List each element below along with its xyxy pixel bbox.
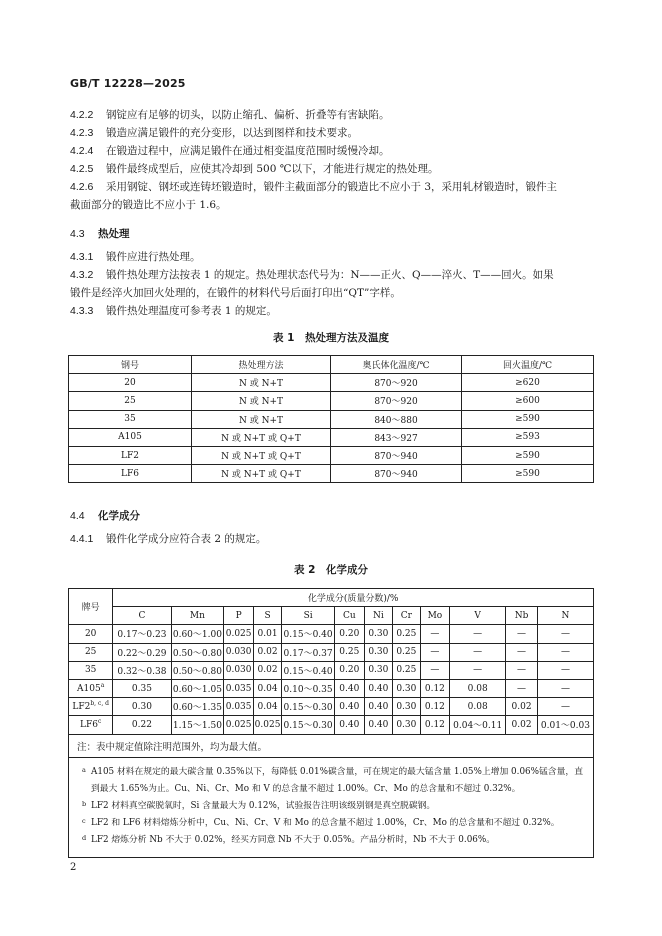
cell-steel-grade: 20 (69, 374, 192, 392)
table-row (69, 465, 594, 483)
cell-element-value: 0.20 (335, 625, 365, 643)
footnote-marker: a (100, 681, 105, 689)
column-header-element: S (253, 607, 281, 625)
grade-label: 20 (84, 628, 97, 639)
cell-element-value: 0.15～0.30 (282, 698, 335, 716)
clause-4-4-1 (70, 530, 600, 548)
page-number: 2 (70, 862, 77, 873)
cell-element-value: 0.08 (450, 698, 506, 716)
cell-element-value: 0.025 (253, 716, 281, 734)
footnote-marker: d (82, 833, 87, 842)
cell-austenitizing-temp: 870～920 (331, 374, 462, 392)
cell-grade (69, 643, 113, 661)
cell-element-value: 0.40 (364, 698, 393, 716)
cell-tempering-temp: ≥620 (462, 374, 594, 392)
footnote (82, 832, 583, 849)
cell-tempering-temp: ≥590 (462, 410, 594, 428)
footnote (82, 815, 583, 832)
cell-tempering-temp: ≥600 (462, 392, 594, 410)
column-header-element: N (537, 607, 593, 625)
footnote-text: LF2 熔炼分析 Nb 不大于 0.02%，经买方同意 Nb 不大于 0.05%。产品分析时，Nb 不大于 0.06%。 (91, 834, 496, 845)
element-header-row (69, 607, 594, 625)
cell-treatment-method: N 或 N+T (192, 374, 331, 392)
clause-4-3-2 (70, 266, 600, 284)
standard-code: GB/T 12228—2025 (70, 77, 186, 90)
grade-label: 25 (84, 647, 97, 658)
cell-austenitizing-temp: 870～940 (331, 446, 462, 464)
cell-steel-grade: A105 (69, 428, 192, 446)
cell-element-value: — (537, 643, 593, 661)
column-header-element: C (113, 607, 171, 625)
footnote-marker: a (82, 765, 86, 774)
clause-text: 锻件最终成型后，应使其冷却到 500 ℃以下，才能进行规定的热处理。 (106, 163, 439, 175)
cell-grade (69, 661, 113, 679)
clause-4-2-5 (70, 160, 600, 178)
cell-element-value: 0.30 (393, 716, 420, 734)
clause-text: 锻件化学成分应符合表 2 的规定。 (106, 533, 267, 545)
cell-tempering-temp: ≥590 (462, 465, 594, 483)
cell-element-value: 0.08 (450, 679, 506, 697)
cell-austenitizing-temp: 840～880 (331, 410, 462, 428)
section-title: 热处理 (98, 228, 130, 240)
cell-element-value: 0.04 (253, 679, 281, 697)
footnotes-row (69, 757, 594, 857)
clause-number: 4.2.6 (70, 181, 94, 193)
cell-element-value: 0.035 (224, 679, 254, 697)
cell-element-value: 0.32～0.38 (113, 661, 171, 679)
cell-element-value: 0.40 (364, 679, 393, 697)
clause-text: 采用钢锭、钢坯或连铸坯锻造时，锻件主截面部分的锻造比不应小于 3，采用轧材锻造时，锻件主 (106, 181, 558, 193)
clause-4-2-6 (70, 178, 600, 196)
cell-element-value: — (420, 661, 450, 679)
cell-element-value: 0.035 (224, 698, 254, 716)
column-header-tempering-temp: 回火温度/℃ (462, 356, 594, 374)
clause-4-3-2-continued: 锻件是经淬火加回火处理的，在锻件的材料代号后面打印出“QT”字样。 (70, 287, 401, 299)
cell-element-value: — (537, 625, 593, 643)
column-header-element: Si (282, 607, 335, 625)
cell-element-value: 0.02 (506, 698, 538, 716)
column-header-element: Mn (171, 607, 224, 625)
cell-element-value: 0.030 (224, 643, 254, 661)
column-header-grade: 牌号 (69, 589, 113, 625)
section-number: 4.3 (70, 228, 85, 240)
table-row (69, 716, 594, 734)
cell-element-value: 0.30 (393, 698, 420, 716)
cell-element-value: 0.60～1.05 (171, 679, 224, 697)
footnote-marker: c (82, 816, 86, 825)
table-header-row (69, 356, 594, 374)
cell-element-value: 0.25 (393, 625, 420, 643)
cell-element-value: 0.12 (420, 698, 450, 716)
cell-element-value: — (537, 698, 593, 716)
cell-grade (69, 679, 113, 697)
clause-4-2-3 (70, 124, 600, 142)
table-header-row (69, 589, 594, 607)
column-header-element: Ni (364, 607, 393, 625)
column-header-element: Cr (393, 607, 420, 625)
cell-element-value: 0.30 (393, 679, 420, 697)
column-header-element: P (224, 607, 254, 625)
grade-label: 35 (84, 665, 97, 676)
table-note-row (69, 734, 594, 757)
clause-text: 在锻造过程中，应满足锻件在通过相变温度范围时缓慢冷却。 (106, 145, 390, 157)
column-header-element: V (450, 607, 506, 625)
cell-element-value: 0.60～1.00 (171, 625, 224, 643)
table-row (69, 410, 594, 428)
cell-element-value: 0.17～0.23 (113, 625, 171, 643)
cell-element-value: — (420, 643, 450, 661)
clause-number: 4.3.3 (70, 305, 94, 317)
table-row (69, 392, 594, 410)
cell-element-value: — (537, 679, 593, 697)
cell-element-value: 0.04 (253, 698, 281, 716)
clause-number: 4.2.2 (70, 109, 94, 121)
cell-grade (69, 716, 113, 734)
cell-element-value: 0.02 (253, 661, 281, 679)
clause-number: 4.2.4 (70, 145, 94, 157)
clause-4-2-2 (70, 106, 600, 124)
cell-element-value: 0.40 (335, 679, 365, 697)
cell-element-value: 0.01～0.03 (537, 716, 593, 734)
table-row (69, 374, 594, 392)
cell-element-value: 0.15～0.30 (282, 716, 335, 734)
footnote-marker: c (97, 717, 102, 725)
clause-number: 4.2.3 (70, 127, 94, 139)
table-row (69, 661, 594, 679)
footnote-text: LF2 材料真空碳脱氧时，Si 含量最大为 0.12%，试验报告注明该级别钢是真空脱碳钢。 (91, 800, 436, 811)
cell-tempering-temp: ≥593 (462, 428, 594, 446)
footnote-text: LF2 和 LF6 材料熔炼分析中，Cu、Ni、Cr、V 和 Mo 的总含量不超过 1.00%，Cr、Mo 的总含量和不超过 0.32%。 (91, 817, 560, 828)
cell-element-value: 0.025 (224, 716, 254, 734)
column-group-header: 化学成分(质量分数)/% (113, 589, 594, 607)
section-number: 4.4 (70, 510, 85, 522)
section-title: 化学成分 (98, 510, 140, 522)
cell-element-value: 0.15～0.40 (282, 661, 335, 679)
cell-treatment-method: N 或 N+T 或 Q+T (192, 465, 331, 483)
grade-label: LF6 (80, 719, 98, 730)
cell-element-value: — (450, 625, 506, 643)
cell-element-value: 0.30 (364, 625, 393, 643)
cell-element-value: 0.20 (335, 661, 365, 679)
cell-tempering-temp: ≥590 (462, 446, 594, 464)
cell-steel-grade: LF6 (69, 465, 192, 483)
cell-treatment-method: N 或 N+T 或 Q+T (192, 446, 331, 464)
cell-element-value: 0.50～0.80 (171, 643, 224, 661)
cell-element-value: 0.40 (364, 716, 393, 734)
heat-treatment-table (68, 355, 594, 483)
cell-element-value: 0.35 (113, 679, 171, 697)
cell-element-value: 0.25 (335, 643, 365, 661)
cell-element-value: 0.04～0.11 (450, 716, 506, 734)
column-header-element: Mo (420, 607, 450, 625)
table-1-caption: 表 1 热处理方法及温度 (273, 332, 389, 344)
clause-text: 锻件应进行热处理。 (106, 251, 201, 263)
cell-element-value: 0.40 (335, 716, 365, 734)
cell-element-value: — (506, 661, 538, 679)
cell-steel-grade: 35 (69, 410, 192, 428)
cell-element-value: 0.02 (253, 643, 281, 661)
clause-number: 4.3.2 (70, 269, 94, 281)
cell-element-value: 0.10～0.35 (282, 679, 335, 697)
cell-element-value: 0.50～0.80 (171, 661, 224, 679)
clause-number: 4.2.5 (70, 163, 94, 175)
cell-element-value: 0.25 (393, 661, 420, 679)
cell-element-value: — (537, 661, 593, 679)
cell-steel-grade: 25 (69, 392, 192, 410)
cell-element-value: — (506, 643, 538, 661)
table-row (69, 625, 594, 643)
cell-element-value: 0.25 (393, 643, 420, 661)
column-header-steel-grade: 钢号 (69, 356, 192, 374)
table-note: 注：表中规定值除注明范围外，均为最大值。 (69, 734, 594, 757)
footnote-marker: b, c, d (90, 699, 109, 707)
cell-element-value: 0.030 (224, 661, 254, 679)
cell-element-value: 0.12 (420, 679, 450, 697)
cell-steel-grade: LF2 (69, 446, 192, 464)
column-header-element: Cu (335, 607, 365, 625)
cell-treatment-method: N 或 N+T (192, 410, 331, 428)
table-row (69, 643, 594, 661)
table-row (69, 698, 594, 716)
footnotes (69, 757, 594, 857)
cell-treatment-method: N 或 N+T (192, 392, 331, 410)
table-row (69, 446, 594, 464)
clause-text: 钢锭应有足够的切头，以防止缩孔、偏析、折叠等有害缺陷。 (106, 109, 390, 121)
cell-element-value: 0.22～0.29 (113, 643, 171, 661)
grade-label: LF2 (72, 701, 91, 712)
column-header-austenitizing-temp: 奥氏体化温度/℃ (331, 356, 462, 374)
cell-element-value: — (420, 625, 450, 643)
footnote (82, 764, 583, 798)
cell-element-value: 0.01 (253, 625, 281, 643)
section-heading-4-3 (70, 226, 130, 241)
cell-element-value: 0.40 (335, 698, 365, 716)
footnote (82, 798, 583, 815)
cell-element-value: — (450, 643, 506, 661)
cell-element-value: 0.22 (113, 716, 171, 734)
cell-austenitizing-temp: 843～927 (331, 428, 462, 446)
column-header-treatment-method: 热处理方法 (192, 356, 331, 374)
clause-4-3-1 (70, 248, 600, 266)
cell-grade (69, 625, 113, 643)
chemical-composition-table (68, 588, 594, 858)
section-heading-4-4 (70, 508, 140, 523)
clause-text: 锻件热处理方法按表 1 的规定。热处理状态代号为：N——正火、Q——淬火、T——回火。如果 (106, 269, 554, 281)
cell-austenitizing-temp: 870～920 (331, 392, 462, 410)
table-row (69, 428, 594, 446)
cell-element-value: 0.12 (420, 716, 450, 734)
table-2-caption: 表 2 化学成分 (294, 564, 368, 576)
cell-element-value: 0.30 (364, 643, 393, 661)
cell-element-value: — (506, 679, 538, 697)
cell-element-value: 0.17～0.37 (282, 643, 335, 661)
cell-element-value: 0.025 (224, 625, 254, 643)
clause-4-2-6-continued: 截面部分的锻造比不应小于 1.6。 (70, 199, 227, 211)
cell-element-value: 1.15～1.50 (171, 716, 224, 734)
cell-element-value: 0.02 (506, 716, 538, 734)
cell-element-value: — (450, 661, 506, 679)
cell-element-value: 0.60～1.35 (171, 698, 224, 716)
table-row (69, 679, 594, 697)
cell-treatment-method: N 或 N+T 或 Q+T (192, 428, 331, 446)
cell-element-value: 0.30 (364, 661, 393, 679)
grade-label: A105 (77, 683, 101, 694)
clause-number: 4.4.1 (70, 533, 94, 545)
cell-austenitizing-temp: 870～940 (331, 465, 462, 483)
footnote-marker: b (82, 799, 87, 808)
footnote-text: A105 材料在规定的最大碳含量 0.35%以下，每降低 0.01%碳含量，可在规定的最大锰含量 1.05%上增加 0.06%锰含量，直到最大 1.65%为止。Cu、Ni、Cr、Mo 和 V 的总含量不超过 1.00%。Cr、Mo 的总含量和不超过 0.32%。 (91, 766, 583, 794)
cell-element-value: 0.15～0.40 (282, 625, 335, 643)
clause-text: 锻造应满足锻件的充分变形，以达到图样和技术要求。 (106, 127, 358, 139)
column-header-element: Nb (506, 607, 538, 625)
clause-number: 4.3.1 (70, 251, 94, 263)
clause-4-3-3 (70, 302, 600, 320)
clause-text: 锻件热处理温度可参考表 1 的规定。 (106, 305, 277, 317)
cell-element-value: 0.30 (113, 698, 171, 716)
cell-grade (69, 698, 113, 716)
clause-4-2-4 (70, 142, 600, 160)
cell-element-value: — (506, 625, 538, 643)
